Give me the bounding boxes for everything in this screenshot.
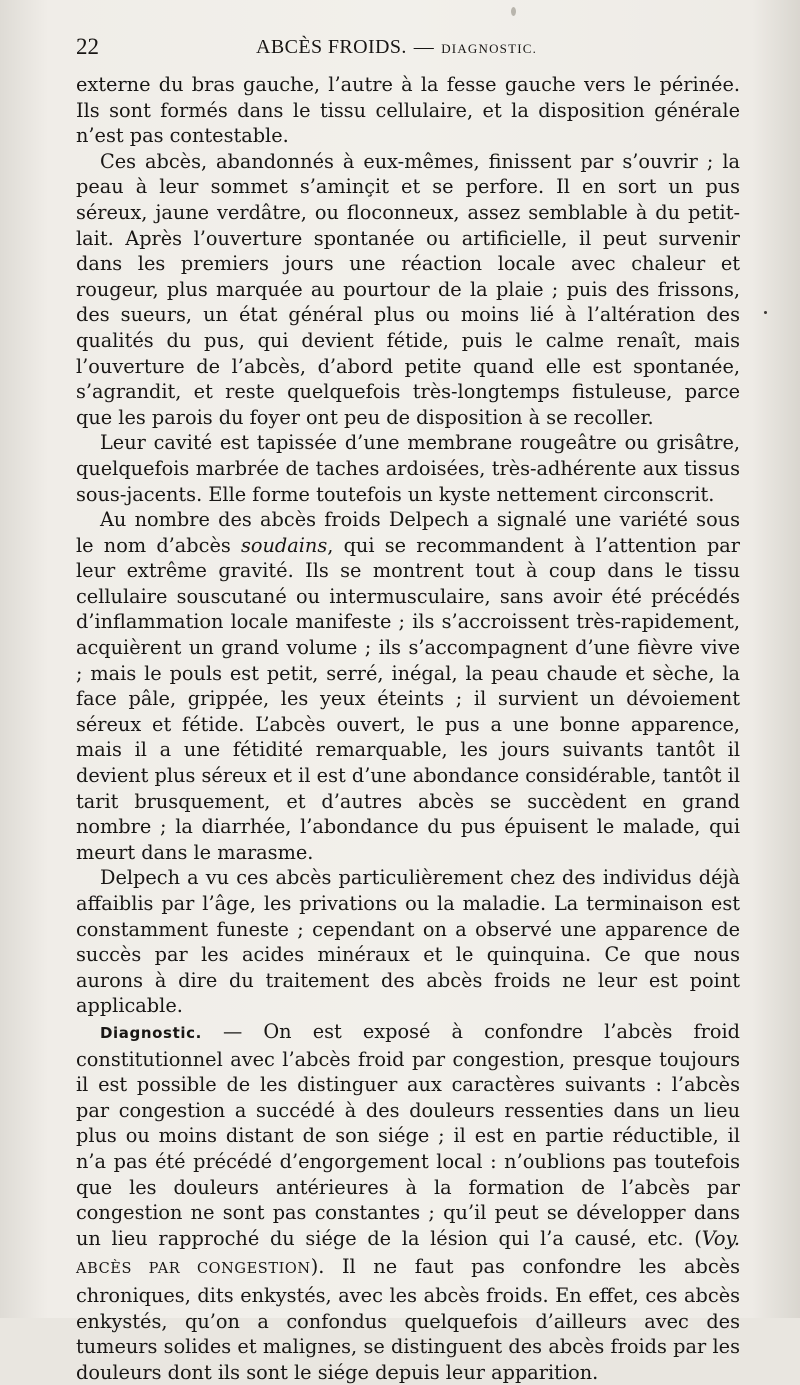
page-number: 22 — [76, 34, 99, 59]
paragraph-evolution: Ces abcès, abandonnés à eux-mêmes, finissent par s’ouvrir ; la peau à leur sommet s’aminçit et se perfore. Il en sort un pus séreux, jaune verdâtre, ou floconneux, assez semblable à du petit-lait. Après l’ouverture spontanée ou artificielle, il peut survenir dans les premiers jours une réaction locale avec chaleur et rougeur, plus marquée au pourtour de la plaie ; puis des frissons, des sueurs, un état général plus ou moins lié à l’altération des qualités du pus, qui devient fétide, puis le calme renaît, mais l’ouverture de l’abcès, d’abord petite quand elle est spontanée, s’agrandit, et reste quelquefois très-longtemps fistuleuse, parce que les parois du foyer ont peu de disposition à se recoller. — [76, 149, 740, 429]
cross-reference-italic: Voy. — [701, 1226, 740, 1250]
chapter-title: ABCÈS FROIDS. — [256, 36, 407, 58]
paragraph-cavity: Leur cavité est tapissée d’une membrane rougeâtre ou grisâtre, quelquefois marbrée de taches ardoisées, très-adhérente aux tissus sous-jacents. Elle forme toutefois un kyste nettement circonscrit. — [76, 431, 740, 506]
body-text — [76, 72, 740, 1385]
paragraph-text: ). Il ne faut pas confondre les abcès chroniques, dits enkystés, avec les abcès froids. En effet, ces abcès enkystés, qu’on a confondus quelquefois d’ailleurs avec des tumeurs solides et malignes, se distinguent des abcès froids par les douleurs dont ils sont le siége depuis leur apparition. — [76, 1255, 740, 1384]
italic-term: soudains — [240, 533, 328, 557]
paragraph-text: — On est exposé à confondre l’abcès froid constitutionnel avec l’abcès froid par congestion, presque toujours il est possible de les distinguer aux caractères suivants : l’abcès par congestion a succédé à des douleurs ressenties dans un lieu plus ou moins distant de son siége ; il est en partie réductible, il n’a pas été précédé d’engorgement local : n’oublions pas toutefois que les douleurs antérieures à la formation de l’abcès par congestion ne sont pas constantes ; qu’il peut se développer dans un lieu rapproché du siége de la lésion qui l’a causé, etc. ( — [76, 1019, 740, 1250]
running-header — [76, 32, 740, 62]
section-subtitle: DIAGNOSTIC. — [441, 41, 538, 56]
ink-dot — [764, 311, 767, 314]
paragraph-continued: externe du bras gauche, l’autre à la fesse gauche vers le périnée. Ils sont formés dans le tissu cellulaire, et la disposition générale n’est pas contestable. — [76, 73, 740, 148]
paragraph-prognosis: Delpech a vu ces abcès particulièrement chez des individus déjà affaiblis par l’âge, les privations ou la maladie. La terminaison est constamment funeste ; cependant on a observé une apparence de succès par les acides minéraux et le quinquina. Ce que nous aurons à dire du traitement des abcès froids ne leur est point applicable. — [76, 866, 740, 1018]
cross-reference-title: ABCÈS PAR CONGESTION — [76, 1261, 311, 1278]
section-heading-diagnostic: Diagnostic. — [100, 1023, 202, 1042]
paper-speck — [511, 7, 516, 16]
paragraph-text: Au nombre des abcès froids Delpech a signalé une variété sous le nom d’abcès — [76, 508, 740, 557]
paragraph-diagnosis — [76, 1019, 740, 1385]
running-title — [256, 32, 537, 64]
paragraph-sudden-abscess — [76, 507, 740, 865]
paragraph-text: , qui se recommandent à l’attention par leur extrême gravité. Ils se montrent tout à coup dans le tissu cellulaire souscutané ou intermusculaire, sans avoir été précédés d’inflammation locale manifeste ; ils s’accroissent très-rapidement, acquièrent un grand volume ; ils s’accompagnent d’une fièvre vive ; mais le pouls est petit, serré, inégal, la peau chaude et sèche, la face pâle, grippée, les yeux éteints ; il survient un dévoiement séreux et fétide. L’abcès ouvert, le pus a une bonne apparence, mais il a une fétidité remarquable, les jours suivants tantôt il devient plus séreux et il est d’une abondance considérable, tantôt il tarit brusquement, et d’autres abcès se succèdent en grand nombre ; la diarrhée, l’abondance du pus épuisent le malade, qui meurt dans le marasme. — [76, 533, 740, 864]
title-separator: — — [413, 36, 435, 58]
